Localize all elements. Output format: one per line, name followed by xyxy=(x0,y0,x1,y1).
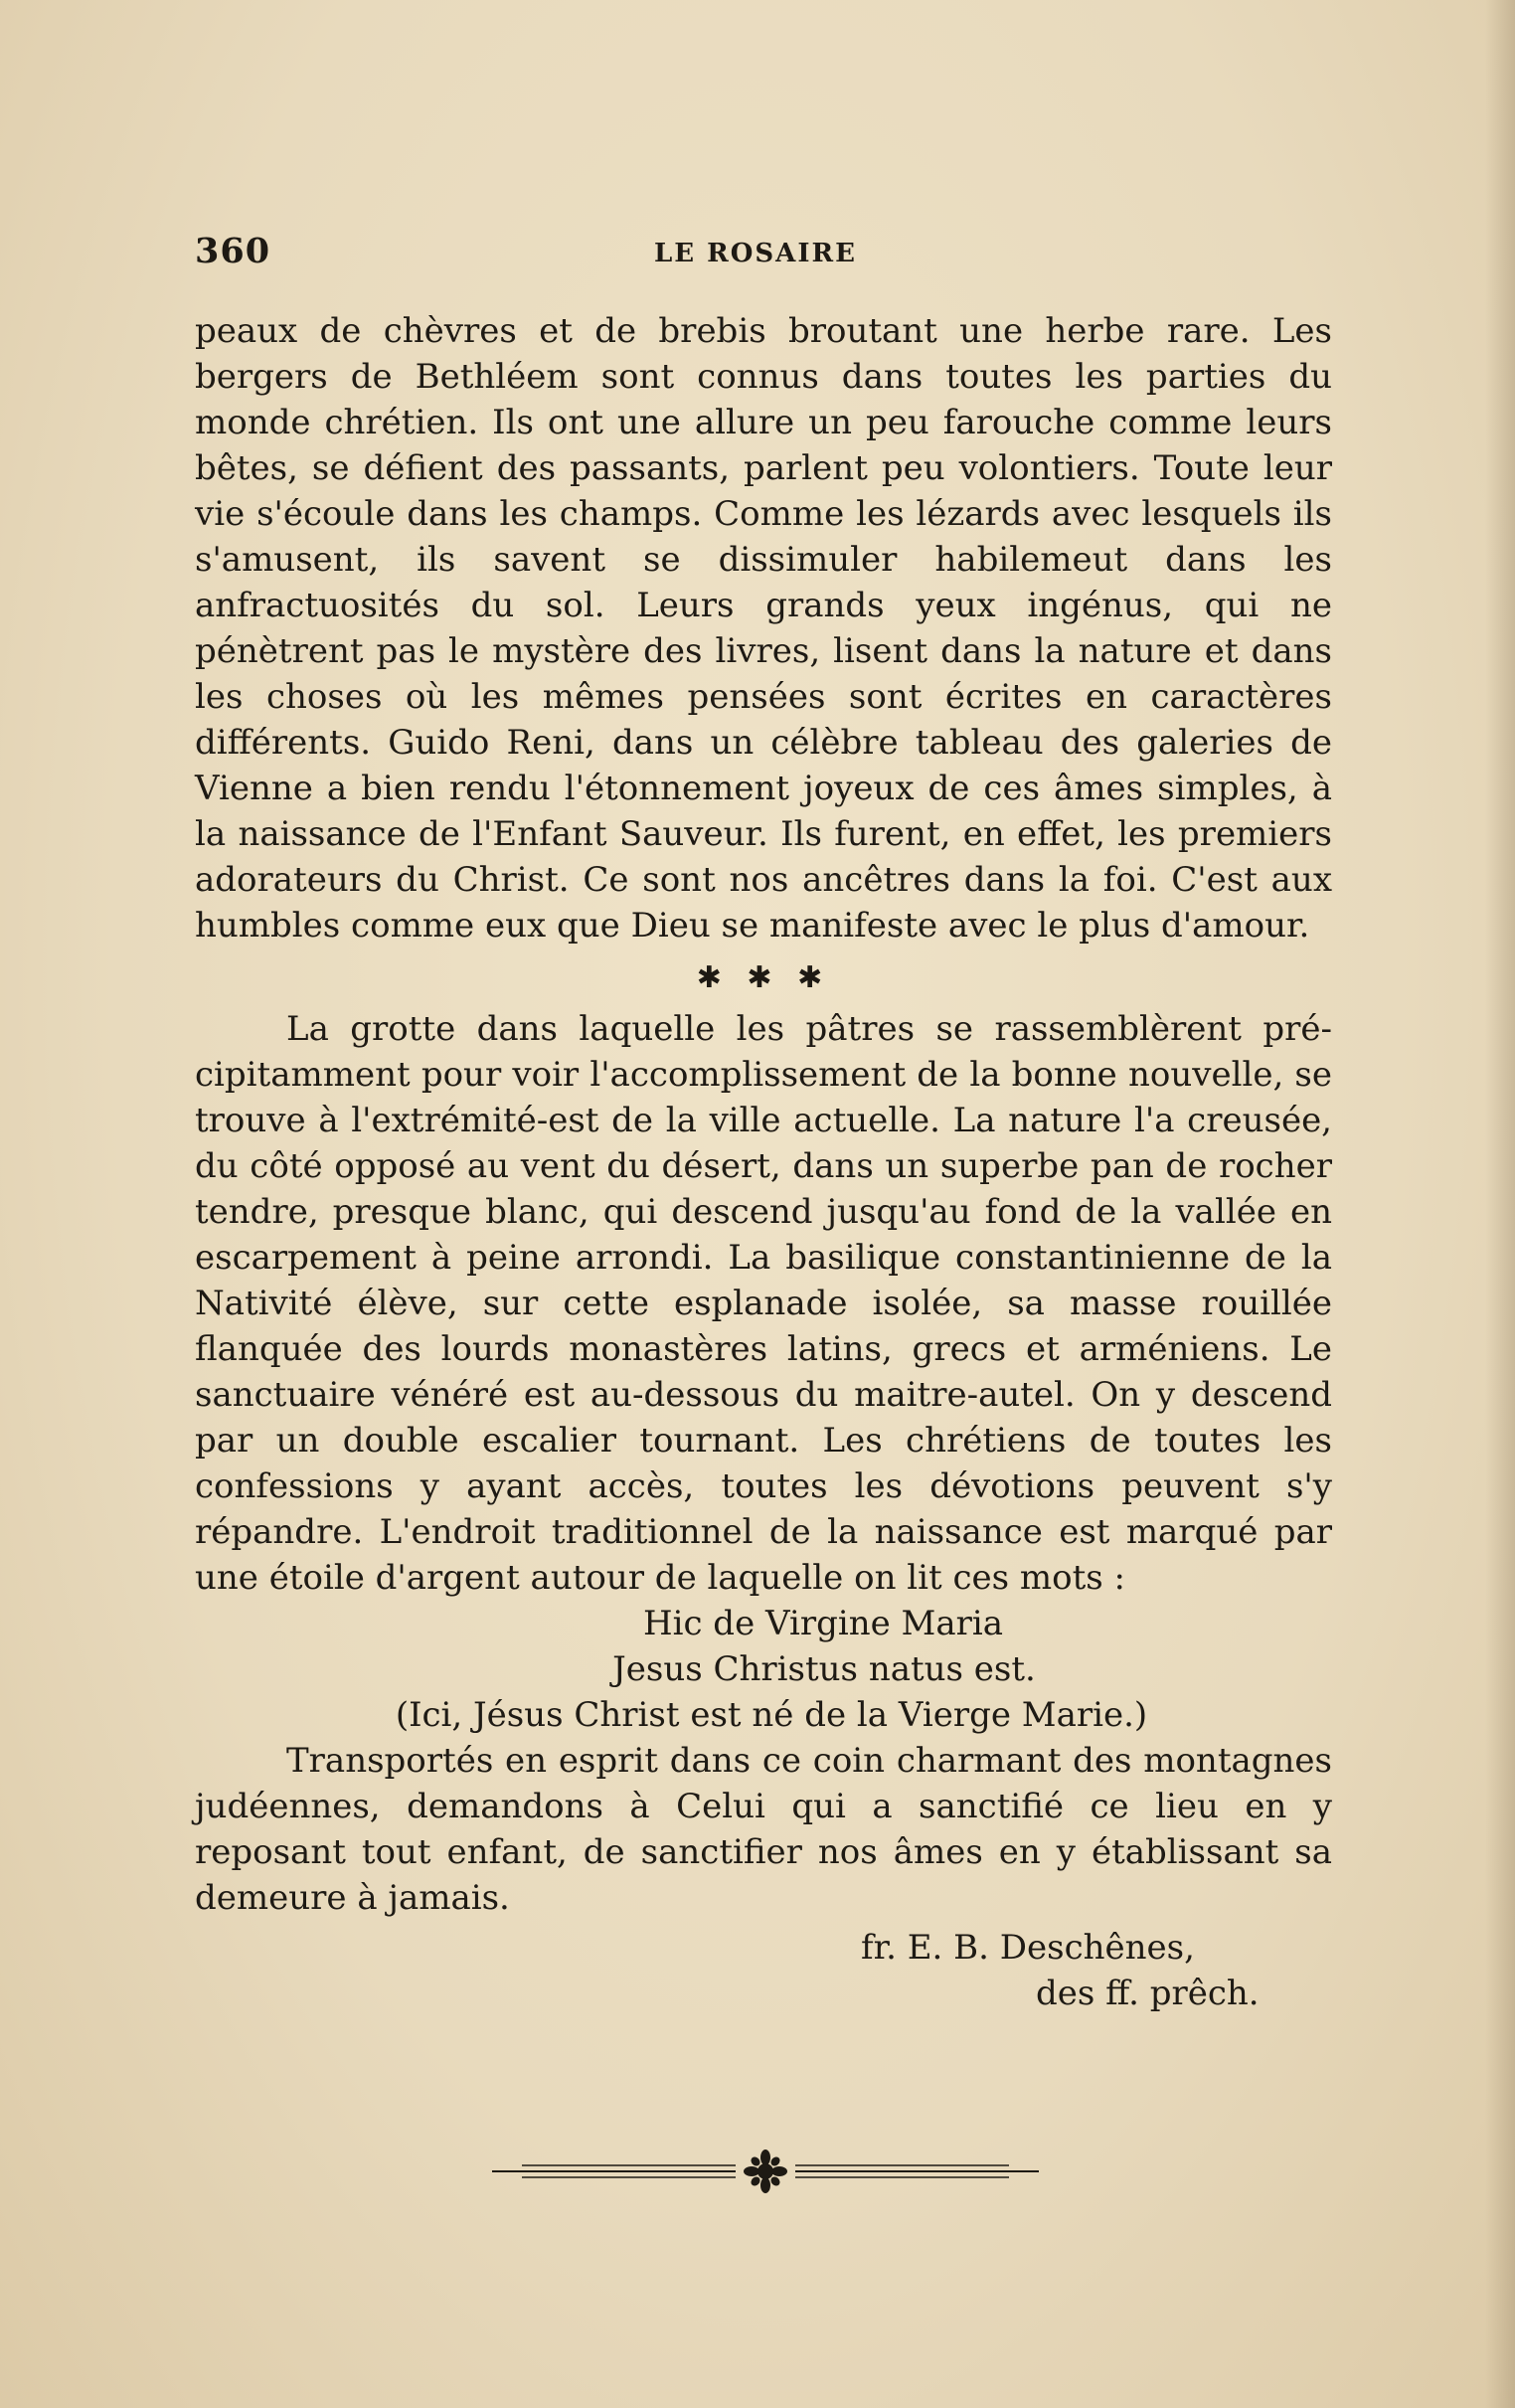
body-text xyxy=(195,308,1332,2016)
inscription-line-1: Hic de Virgine Maria xyxy=(642,1604,1004,1643)
signature xyxy=(195,1925,1332,2016)
latin-inscription xyxy=(195,1601,1332,1738)
signature-order: des ff. prêch. xyxy=(1036,1974,1260,2013)
paragraph-shepherds: peaux de chèvres et de brebis broutant une herbe rare. Les bergers de Bethléem sont connus dans toutes les parties du monde chrétien. Ils ont une allure un peu farouche comme leurs bêtes, se défient des passants, parlent peu volontiers. Toute leur vie s'écoule dans les champs. Comme les lézards avec lesquels ils s'amusent, ils savent se dissimuler habilemeut dans les anfractuosités du sol. Leurs grands yeux ingénus, qui ne pénètrent pas le mystère des livres, lisent dans la nature et dans les choses où les mêmes pensées sont écrites en caractères différents. Guido Reni, dans un célèbre tableau des galeries de Vienne a bien rendu l'étonnement joyeux de ces âmes simples, à la naissance de l'Enfant Sauveur. Ils furent, en effet, les premiers adorateurs du Christ. Ce sont nos ancêtres dans la foi. C'est aux humbles comme eux que Dieu se manifeste avec le plus d'amour. xyxy=(195,311,1332,946)
page-number: 360 xyxy=(195,231,271,271)
paragraph-closing: Transportés en esprit dans ce coin charmant des montagnes judéennes, demandons à Celui qui a sanctifié ce lieu en y reposant tout enfant, de sanctifier nos âmes en y établissant sa demeure à jamais. xyxy=(195,1741,1332,1918)
inscription-line-2: Jesus Christus natus est. xyxy=(612,1649,1036,1689)
running-title: LE ROSAIRE xyxy=(654,239,857,268)
signature-author: fr. E. B. Deschênes, xyxy=(861,1928,1195,1968)
paragraph-grotto: La grotte dans laquelle les pâtres se rassemblèrent précipitamment pour voir l'accomplissement de la bonne nouvelle, se trouve à l'extrémité-est de la ville actuelle. La nature l'a creusée, du côté opposé au vent du désert, dans un superbe pan de rocher tendre, presque blanc, qui descend jusqu'au fond de la vallée en escarpement à peine arrondi. La basilique constantinienne de la Nativité élève, sur cette esplanade isolée, sa masse rouillée flanquée des lourds monastères latins, grecs et arméniens. Le sanctuaire vénéré est au-dessous du maitre-autel. On y descend par un double escalier tournant. Les chrétiens de toutes les confessions y ayant accès, toutes les dévotions peuvent s'y répandre. L'endroit traditionnel de la naissance est marqué par une étoile d'argent autour de laquelle on lit ces mots : xyxy=(195,1009,1332,1598)
asterism-separator xyxy=(195,952,1332,1004)
page-edge-shadow xyxy=(1485,0,1515,2408)
tailpiece-ornament-icon xyxy=(492,2150,1039,2193)
asterism-icon: ✱ ✱ ✱ xyxy=(696,960,831,995)
inscription-translation: (Ici, Jésus Christ est né de la Vierge Marie.) xyxy=(395,1695,1148,1735)
running-header xyxy=(195,231,1332,274)
